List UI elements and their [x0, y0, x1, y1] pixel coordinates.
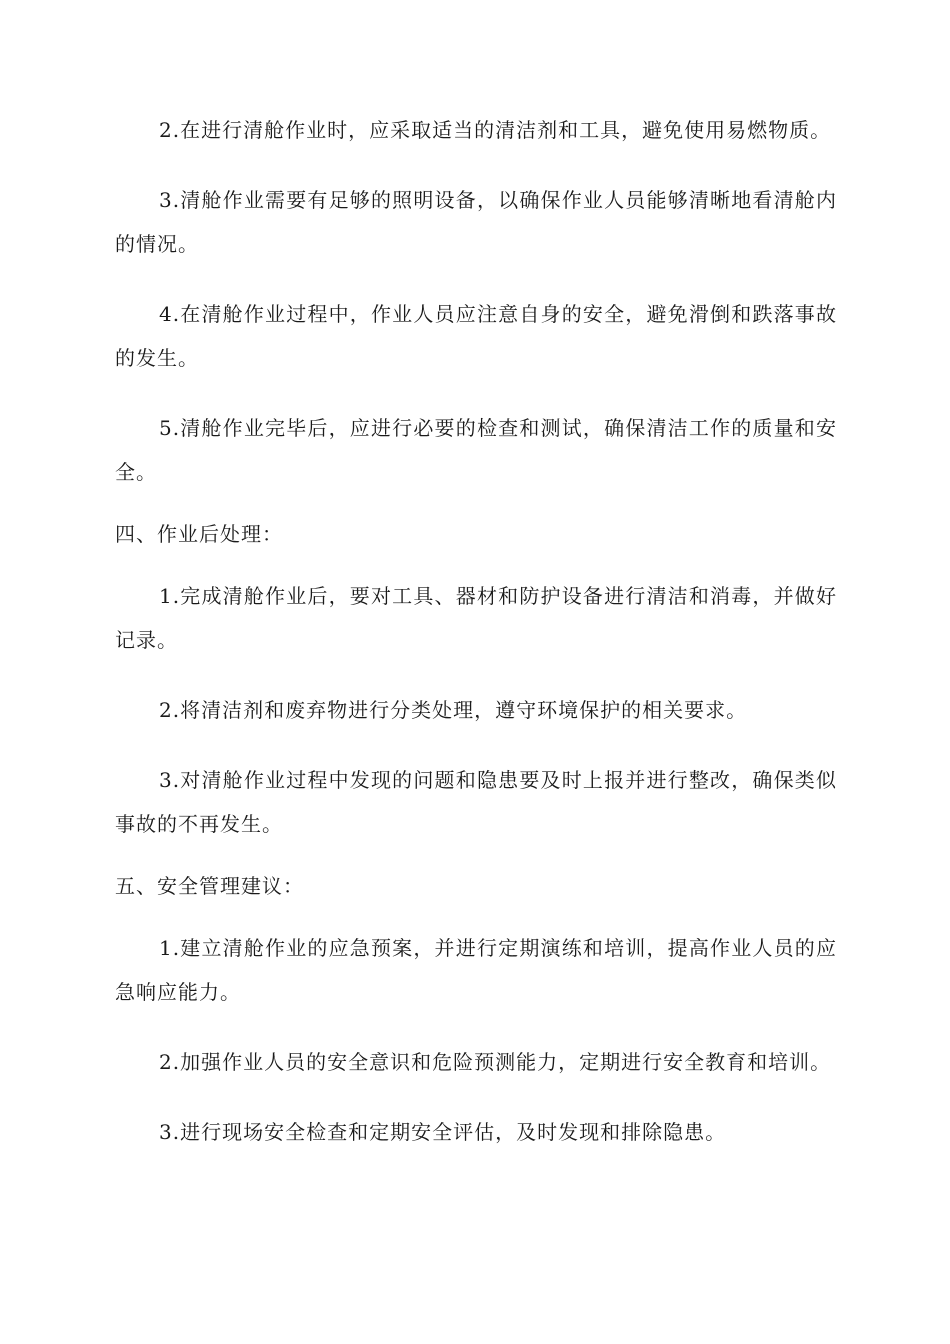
section-heading-safety-management: 五、安全管理建议： [115, 874, 304, 898]
list-item-disinfection: 1.完成清舱作业后，要对工具、器材和防护设备进行清洁和消毒，并做好记录。 [115, 584, 837, 652]
list-item-lighting: 3.清舱作业需要有足够的照明设备，以确保作业人员能够清晰地看清舱内的情况。 [115, 188, 837, 256]
document-body [115, 108, 837, 1180]
list-item-hazard-reporting: 3.对清舱作业过程中发现的问题和隐患要及时上报并进行整改，确保类似事故的不再发生。 [115, 768, 837, 836]
list-item-personal-safety: 4.在清舱作业过程中，作业人员应注意自身的安全，避免滑倒和跌落事故的发生。 [115, 302, 837, 370]
list-item-inspection: 5.清舱作业完毕后，应进行必要的检查和测试，确保清洁工作的质量和安全。 [115, 416, 837, 484]
section-heading-post-operation: 四、作业后处理： [115, 522, 283, 546]
list-item-safety-awareness: 2.加强作业人员的安全意识和危险预测能力，定期进行安全教育和培训。 [159, 1050, 832, 1074]
list-item-cleaning-agents: 2.在进行清舱作业时，应采取适当的清洁剂和工具，避免使用易燃物质。 [159, 118, 832, 142]
list-item-site-inspection: 3.进行现场安全检查和定期安全评估，及时发现和排除隐患。 [159, 1120, 727, 1144]
list-item-waste-sorting: 2.将清洁剂和废弃物进行分类处理，遵守环境保护的相关要求。 [159, 698, 748, 722]
list-item-emergency-plan: 1.建立清舱作业的应急预案，并进行定期演练和培训，提高作业人员的应急响应能力。 [115, 936, 837, 1004]
